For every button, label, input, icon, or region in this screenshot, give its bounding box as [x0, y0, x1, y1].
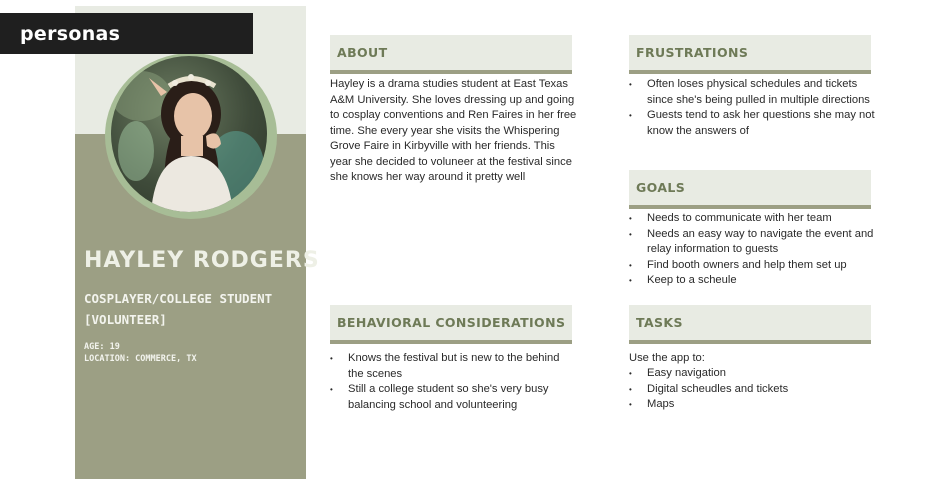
list-item: • Still a college student so she's very busy balancing school and volunteering: [330, 382, 578, 413]
persona-role: [84, 288, 299, 330]
tasks-intro: Use the app to:: [629, 352, 705, 364]
about-header: [330, 35, 572, 74]
tasks-title: TASKS: [636, 315, 683, 330]
list-item: • Maps: [629, 397, 879, 413]
page-title-bar: [0, 13, 253, 54]
list-item: • Guests tend to ask her questions she may not know the answers of: [629, 108, 879, 139]
frustrations-list: [629, 77, 879, 139]
list-item: • Digital scheudles and tickets: [629, 382, 879, 398]
behavioral-title: BEHAVIORAL CONSIDERATIONS: [337, 315, 566, 330]
list-item: • Needs an easy way to navigate the event and relay information to guests: [629, 227, 879, 258]
tasks-list: [629, 366, 879, 413]
list-item: • Keep to a scheule: [629, 273, 879, 289]
list-item: • Knows the festival but is new to the behind the scenes: [330, 351, 578, 382]
behavioral-header: [330, 305, 572, 344]
frustrations-header: [629, 35, 871, 74]
goals-list: [629, 211, 879, 289]
persona-role-line1: COSPLAYER/COLLEGE STUDENT: [84, 291, 273, 306]
goals-title: GOALS: [636, 180, 686, 195]
avatar-ring: [105, 53, 277, 219]
persona-name: HAYLEY RODGERS: [84, 248, 320, 273]
avatar-photo: [111, 56, 267, 212]
page-title: personas: [20, 22, 121, 45]
persona-location: LOCATION: COMMERCE, TX: [84, 354, 197, 364]
persona-age: AGE: 19: [84, 342, 120, 352]
tasks-header: [629, 305, 871, 344]
persona-role-line2: [VOLUNTEER]: [84, 312, 167, 327]
list-item: • Easy navigation: [629, 366, 879, 382]
goals-header: [629, 170, 871, 209]
persona-meta: [84, 341, 197, 365]
list-item: • Often loses physical schedules and tickets since she's being pulled in multiple directions: [629, 77, 879, 108]
list-item: • Find booth owners and help them set up: [629, 258, 879, 274]
avatar: [111, 56, 267, 212]
list-item: • Needs to communicate with her team: [629, 211, 879, 227]
frustrations-title: FRUSTRATIONS: [636, 45, 749, 60]
about-text: Hayley is a drama studies student at East Texas A&M University. She loves dressing up and going to cosplay conventions and Ren Faires in her free time. She every year she visits the Whispering Grove Faire in Kirbyville with her friends. This year she decided to voluneer at the festival since she knows her way around it pretty well: [330, 78, 577, 183]
behavioral-list: [330, 351, 578, 413]
about-title: ABOUT: [337, 45, 388, 60]
